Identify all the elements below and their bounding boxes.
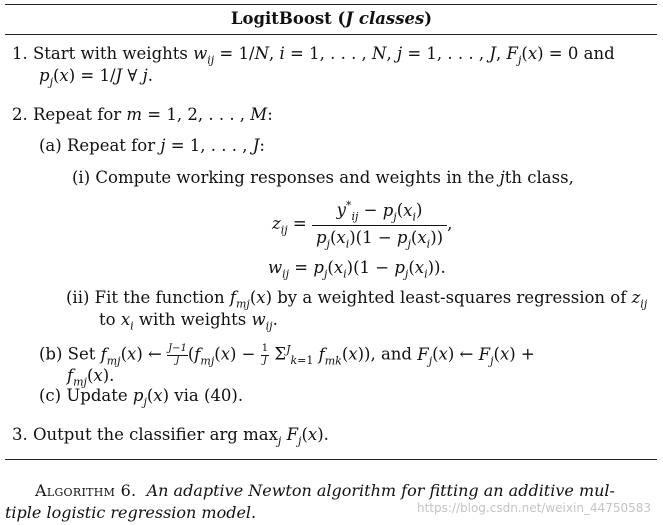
step-2b-line-2: $f_{mj}(x)$.: [67, 366, 115, 389]
equation-w: $w_{ij} = p_j(x_i)(1 - p_j(x_i))$.: [268, 258, 446, 281]
top-rule: [5, 4, 657, 5]
step-2c: (c) Update $p_j(x)$ via (40).: [39, 386, 244, 409]
caption-text-2: tiple logistic regression model.: [5, 503, 257, 522]
step-2a-ii-line-1: (ii) Fit the function $f_{mj}(x)$ by a weighted least-squares regression of $z_{ij}$: [66, 288, 648, 311]
step-2b-line-1: (b) Set $f_{mj}(x)$ ← $\frac{J-1}{J}$ ($f_{mj}(x)$ − $\frac{1}{J}$ $\Sigma^J_{k=1}$ $f_{mk}(x)$), and $F_j(x)$ ← $F_j(x)$ +: [39, 343, 535, 367]
z-fraction: $\frac{y^*_{ij} - p_j(x_i)}{p_j(x_i)(1 - p_j(x_i))}$: [312, 199, 447, 250]
step-3: 3. Output the classifier arg $\max_j F_j(x)$.: [12, 425, 329, 448]
step-1-line-2: $p_j(x) = 1/J$ ∀ j.: [39, 66, 153, 89]
step-2a-ii-line-2: to $x_i$ with weights $w_{ij}$.: [99, 310, 278, 333]
step-2a: (a) Repeat for j = 1, . . . , J:: [39, 136, 265, 155]
step-2: 2. Repeat for m = 1, 2, . . . , M:: [12, 105, 273, 124]
step-1-line-1: 1. Start with weights $w_{ij} = 1/N$, i = 1, . . . , N, j = 1, . . . , J, $F_j(x) = 0$ and: [12, 44, 615, 67]
equation-z: $z_{ij}$ = $\frac{y^*_{ij} - p_j(x_i)}{p_j(x_i)(1 - p_j(x_i))}$ ,: [272, 199, 453, 251]
step-2a-i: (i) Compute working responses and weights in the jth class,: [72, 168, 574, 187]
algorithm-title: LogitBoost (J classes): [230, 9, 433, 28]
title-rule: [5, 34, 657, 35]
caption-text-1: An adaptive Newton algorithm for fitting an additive mul-: [146, 481, 615, 500]
caption-line-2: [5, 503, 256, 522]
bottom-rule: [5, 459, 657, 460]
caption-line-1: [35, 481, 615, 500]
watermark-url: https://blog.csdn.net/weixin_44750583: [416, 501, 651, 515]
caption-label: Algorithm 6.: [35, 481, 137, 500]
